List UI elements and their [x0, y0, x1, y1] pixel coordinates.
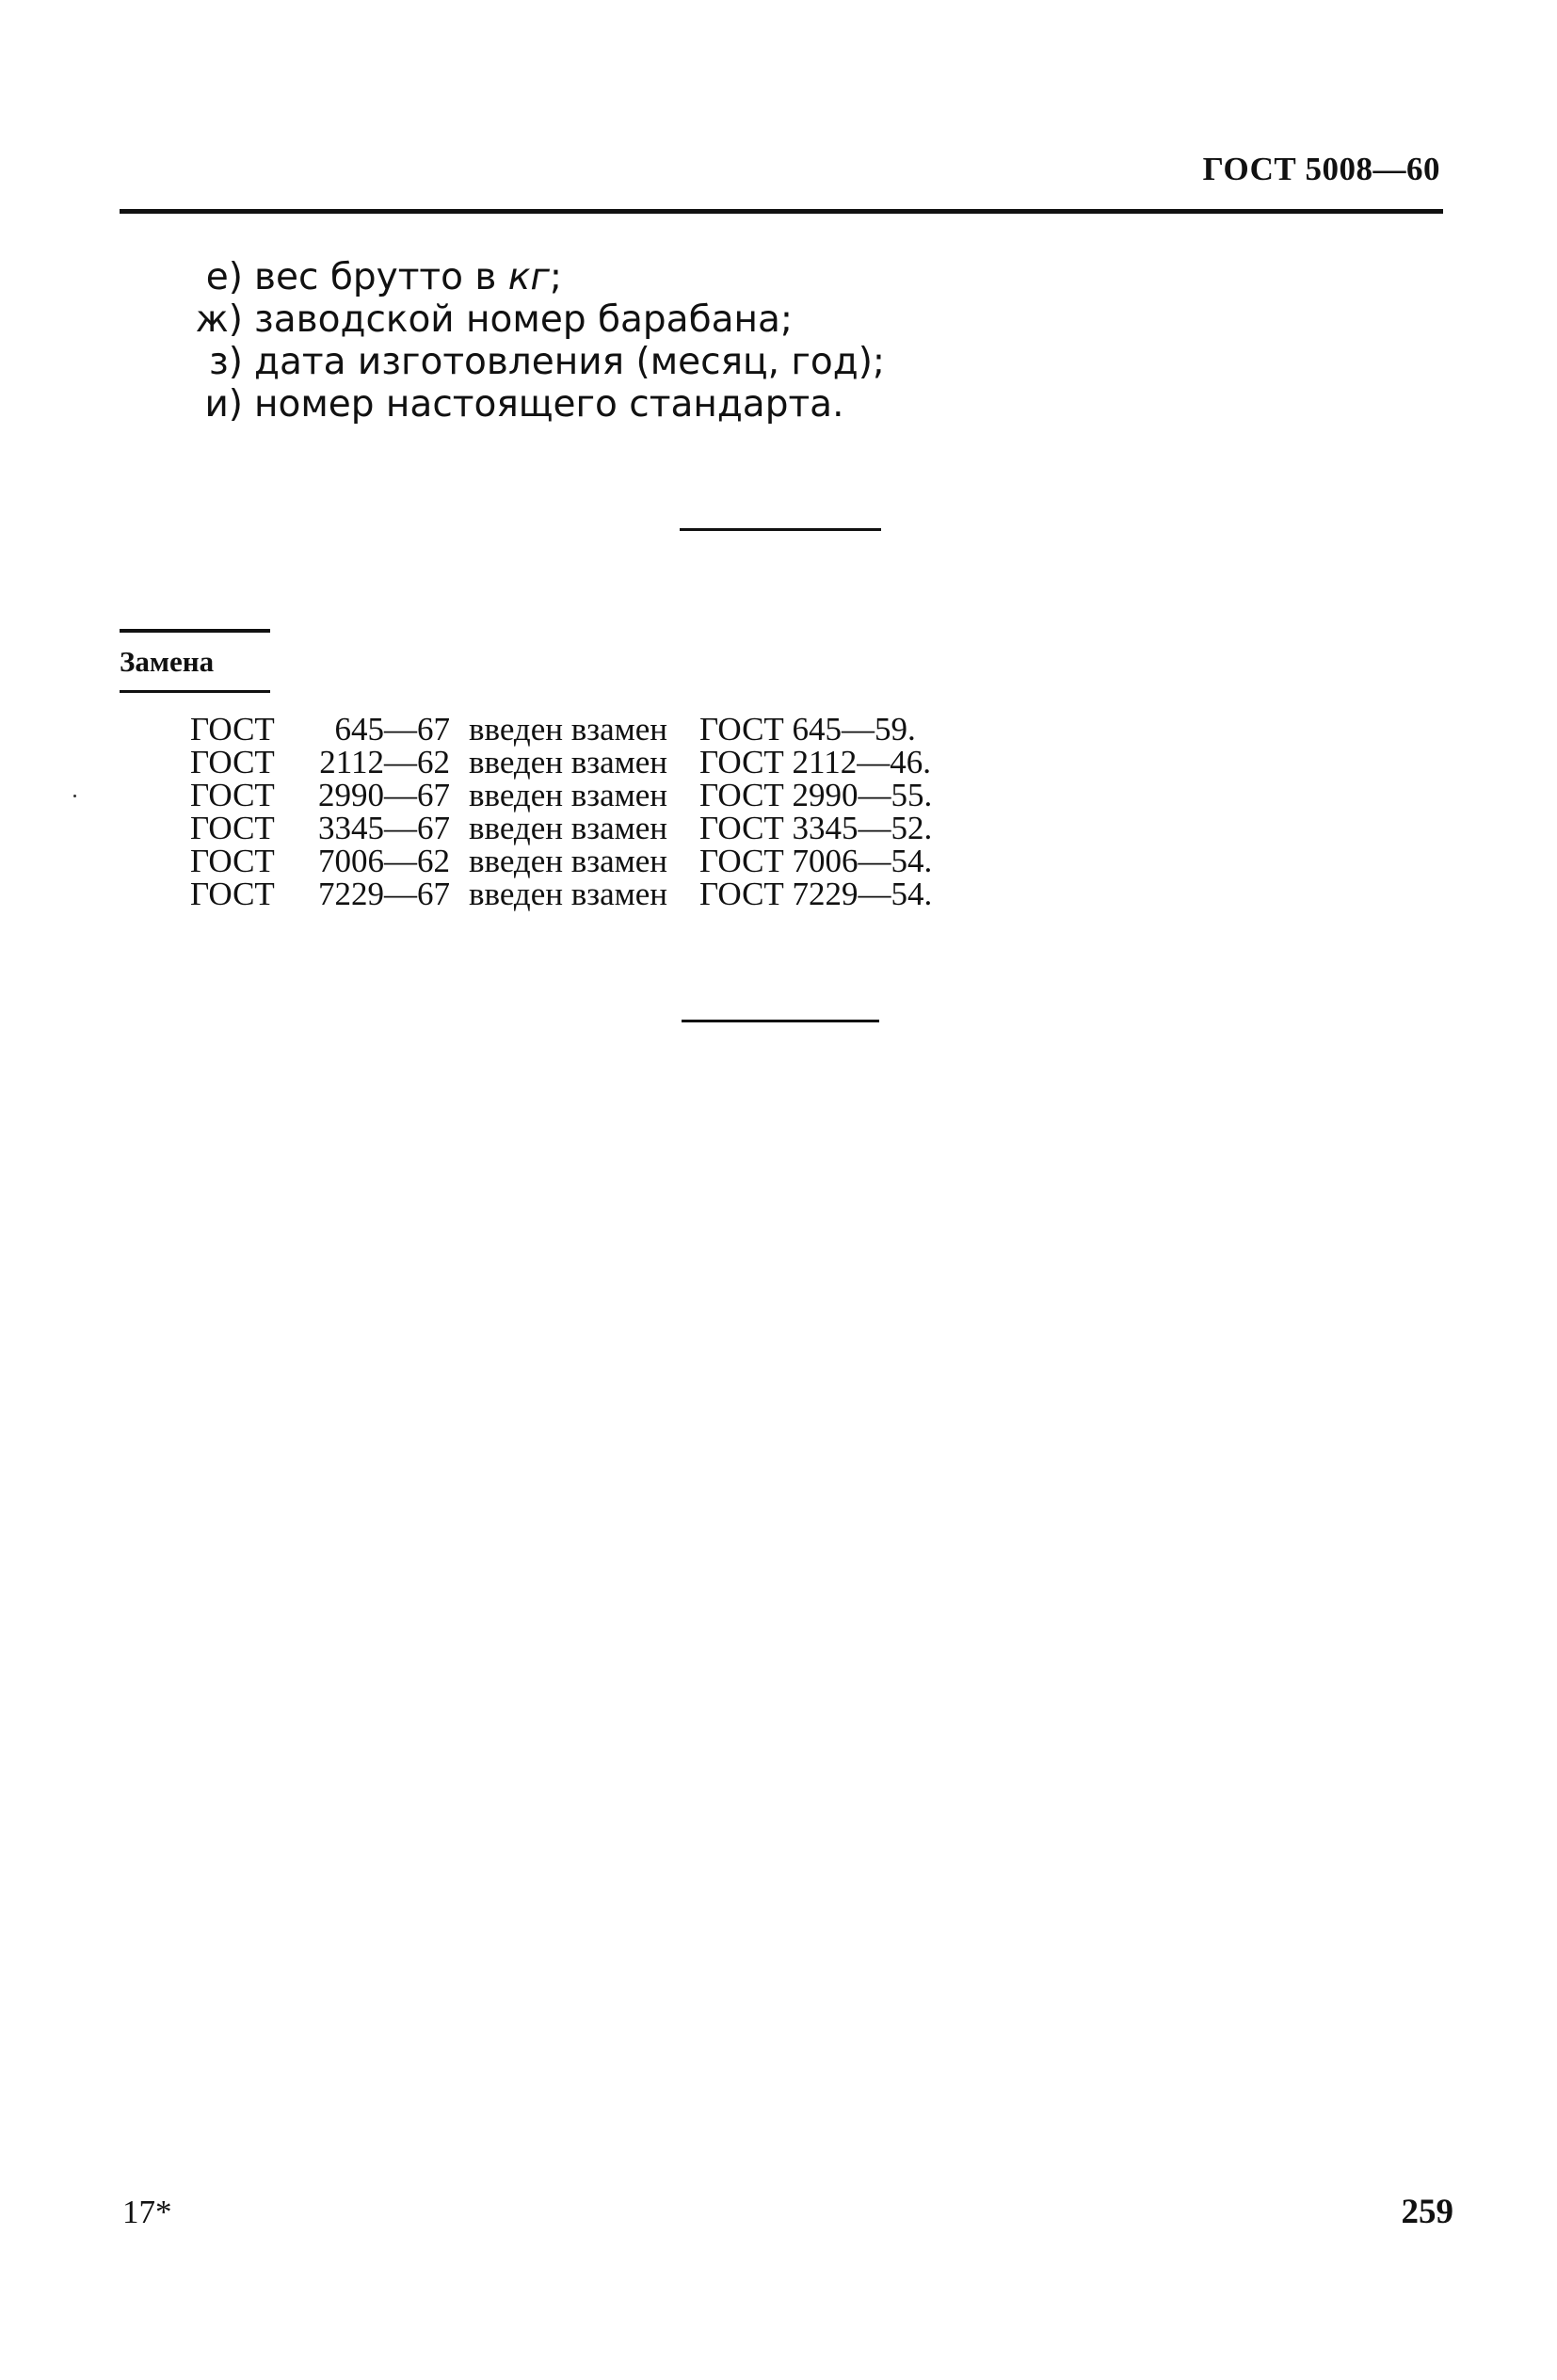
entry-replaced-standard: ГОСТ 7229—54. — [699, 876, 933, 912]
replacement-entry — [190, 746, 932, 779]
entry-new-number: 645—67 — [334, 711, 450, 748]
list-item-text: номер настоящего стандарта. — [254, 383, 844, 426]
replacement-entry — [190, 877, 932, 910]
section-separator — [680, 528, 881, 531]
entry-replaced-standard: ГОСТ 7006—54. — [699, 843, 933, 879]
list-item-text: вес брутто в кг; — [254, 256, 562, 298]
list-item-text: дата изготовления (месяц, год); — [254, 341, 886, 383]
list-item-marker: ж) — [195, 298, 243, 341]
replacement-entry — [190, 779, 932, 812]
entry-replaced-standard: ГОСТ 2112—46. — [699, 744, 931, 780]
replacement-entry — [190, 713, 932, 746]
marking-list — [175, 256, 885, 426]
replacement-list — [190, 713, 932, 910]
page-number: 259 — [1401, 2193, 1453, 2231]
entry-verb: введен взамен — [469, 843, 668, 879]
list-item-marker: е) — [205, 256, 243, 298]
replacement-entry — [190, 812, 932, 844]
list-item — [175, 256, 885, 298]
entry-prefix: ГОСТ — [190, 744, 275, 780]
entry-verb: введен взамен — [469, 744, 668, 780]
signature-mark: 17* — [122, 2194, 172, 2230]
section-separator — [682, 1020, 879, 1022]
entry-prefix: ГОСТ — [190, 711, 275, 748]
entry-new-number: 7006—62 — [318, 843, 450, 879]
replacement-section-title: Замена — [120, 645, 215, 678]
entry-new-number: 7229—67 — [318, 876, 450, 912]
list-item — [175, 341, 885, 383]
entry-replaced-standard: ГОСТ 3345—52. — [699, 810, 933, 846]
entry-verb: введен взамен — [469, 711, 668, 748]
entry-prefix: ГОСТ — [190, 777, 275, 813]
entry-prefix: ГОСТ — [190, 843, 275, 879]
entry-prefix: ГОСТ — [190, 810, 275, 846]
list-item-marker: з) — [209, 341, 243, 383]
header-rule — [120, 209, 1443, 214]
replacement-entry — [190, 844, 932, 877]
list-item — [175, 298, 885, 341]
standard-code-header: ГОСТ 5008—60 — [1202, 151, 1440, 187]
print-speck — [73, 795, 76, 797]
entry-replaced-standard: ГОСТ 645—59. — [699, 711, 916, 748]
replacement-title-rule-bottom — [120, 690, 270, 693]
entry-verb: введен взамен — [469, 810, 668, 846]
entry-verb: введен взамен — [469, 777, 668, 813]
entry-replaced-standard: ГОСТ 2990—55. — [699, 777, 933, 813]
list-item-text: заводской номер барабана; — [254, 298, 794, 341]
entry-prefix: ГОСТ — [190, 876, 275, 912]
entry-new-number: 3345—67 — [318, 810, 450, 846]
entry-new-number: 2112—62 — [319, 744, 450, 780]
list-item-marker: и) — [204, 383, 243, 426]
unit-label: кг — [507, 256, 550, 298]
entry-new-number: 2990—67 — [318, 777, 450, 813]
replacement-title-rule-top — [120, 629, 270, 633]
entry-verb: введен взамен — [469, 876, 668, 912]
list-item — [175, 383, 885, 426]
